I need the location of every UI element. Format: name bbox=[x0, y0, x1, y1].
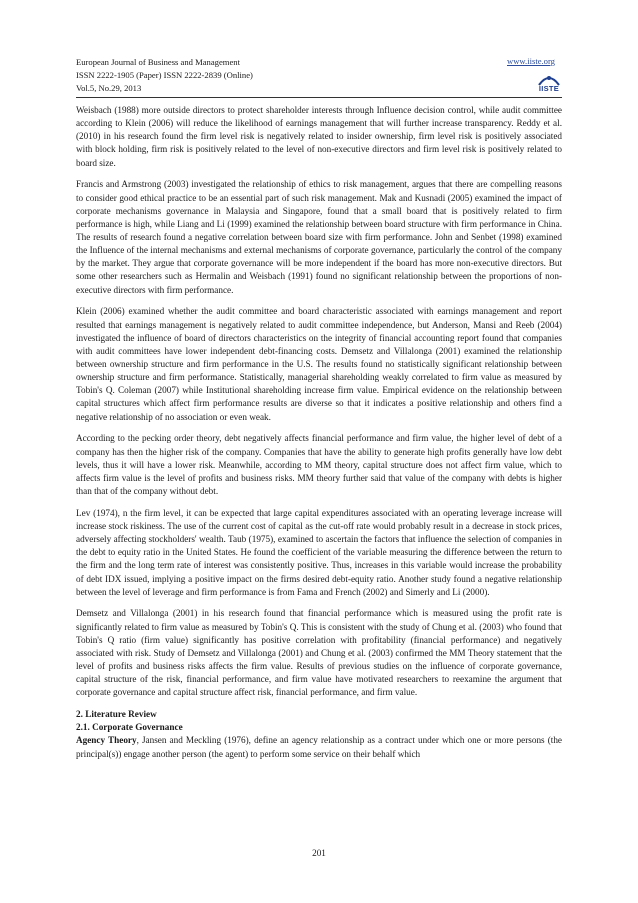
article-body bbox=[76, 104, 562, 761]
subsection-heading: 2.1. Corporate Governance bbox=[76, 722, 183, 733]
paragraph-4: According to the pecking order theory, debt negatively affects financial performance and firm value, the higher level of debt of a company has then the higher risk of the company. Companies that have the ability to generate high profits generally have low debt levels, thus it will have a lower risk. Meanwhile, according to MM theory, capital structure does not affect firm value, which to affects firm value is the level of profits and business risks. MM theory further said that value of the company with debts is higher than that of the company without debt. bbox=[76, 433, 562, 496]
journal-header bbox=[76, 56, 253, 95]
agency-theory-term: Agency Theory bbox=[76, 735, 137, 746]
paragraph-1: Weisbach (1988) more outside directors to protect shareholder interests through Influence decision control, while audit committee according to Klein (2006) will reduce the likelihood of earnings management that will further increase transparency. Reddy et al. (2010) in his research found the firm level risk is negatively related to insider ownership, firm level risk is positively associated with block holding, firm risk is positively related to the level of non-executive directors and firm level risk is positively related to board size. bbox=[76, 105, 562, 168]
logo-text: IISTE bbox=[538, 84, 560, 93]
journal-url-link[interactable]: www.iiste.org bbox=[507, 56, 555, 66]
paragraph-6: Demsetz and Villalonga (2001) in his research found that financial performance which is measured using the profit rate is significantly related to firm value as measured by Tobin's Q. This is consistent with the study of Chung et al. (2003) who found that Tobin's Q ratio (firm value) significantly has positive correlation with profitability (financial performance) and negatively associated with risk. Study of Demsetz and Villalonga (2001) and Chung et al. (2003) confirmed the MM Theory statement that the level of profits and business risks affects the firm value. Results of previous studies on the influence of corporate governance, capital structure of the risk, financial performance, and firm value have motivated researchers to reexamine the argument that corporate governance and capital structure affect risk, financial performance, and firm value. bbox=[76, 608, 562, 698]
paragraph-2: Francis and Armstrong (2003) investigated the relationship of ethics to risk management, argues that there are compelling reasons to consider good ethical practice to be an essential part of such risk management. Mak and Kusnadi (2005) examined the impact of corporate mechanisms governance in Malaysia and Singapore, found that a small board that is positively related to firm performance is high, while Liang and Li (1999) examined the relationship between board structure with firm performance in China. The results of research found a negative correlation between board size with firm performance. John and Senbet (1998) examined the Influence of the internal mechanisms and external mechanisms of corporate governance, particularly the control of the company by the market. They argue that corporate governance will be more independent if the board has more non-executive directors. But some other researchers such as Hermalin and Weisbach (1991) found no significant relationship between the proportions of non-executive directors with firm performance. bbox=[76, 179, 562, 295]
journal-volume: Vol.5, No.29, 2013 bbox=[76, 83, 142, 93]
journal-title: European Journal of Business and Management bbox=[76, 57, 240, 67]
journal-issn: ISSN 2222-1905 (Paper) ISSN 2222-2839 (Online) bbox=[76, 70, 253, 80]
paragraph-3: Klein (2006) examined whether the audit committee and board characteristic associated with earnings management and report resulted that earnings management is negatively related to audit committee independence, but Anderson, Mansi and Reeb (2004) investigated the influence of board of directors characteristics on the integrity of financial accounting report found that companies with audit committees have lower independent debt-financing costs. Demsetz and Villalonga (2001) examined the relationship between ownership structure and firm performance in the U.S. The results found no statistically significant relationship between ownership structure and firm performance. Statistically, managerial shareholding weakly correlated to firm value as measured by Tobin's Q. Coleman (2007) while Institutional shareholding increase firm value. Empirical evidence on the relationship between capital structures which affect firm performance results are diverse so that it indicates a positive relationship and others find a negative relationship of no association or even weak. bbox=[76, 306, 562, 422]
paragraph-5: Lev (1974), n the firm level, it can be expected that large capital expenditures associated with an operating leverage increase will increase stock riskiness. The use of the current cost of capital as the cut-off rate would probably result in a decrease in stock prices, adversely affecting stockholders' wealth. Taub (1975), examined to ascertain the factors that influence the selection of companies in the debt to equity ratio in the United States. He found the coefficient of the variable measuring the difference between the return to the firm and the long term rate of interest was consistently positive. Thus, increases in this variable would increase the probability of debt IDX issued, implying a positive impact on the firms desired debt-equity ratio. Another study found a negative relationship between the level of leverage and firm performance is from Fama and French (2002) and Simerly and Li (2000). bbox=[76, 507, 562, 597]
iiste-logo bbox=[536, 73, 562, 95]
page-number: 201 bbox=[312, 848, 326, 858]
section-heading: 2. Literature Review bbox=[76, 709, 157, 720]
agency-theory-text: , Jansen and Meckling (1976), define an agency relationship as a contract under which one or more persons (the principal(s)) engage another person (the agent) to perform some service on their behalf which bbox=[76, 735, 562, 759]
header-divider bbox=[76, 97, 562, 98]
paragraph-agency-theory bbox=[76, 734, 562, 760]
